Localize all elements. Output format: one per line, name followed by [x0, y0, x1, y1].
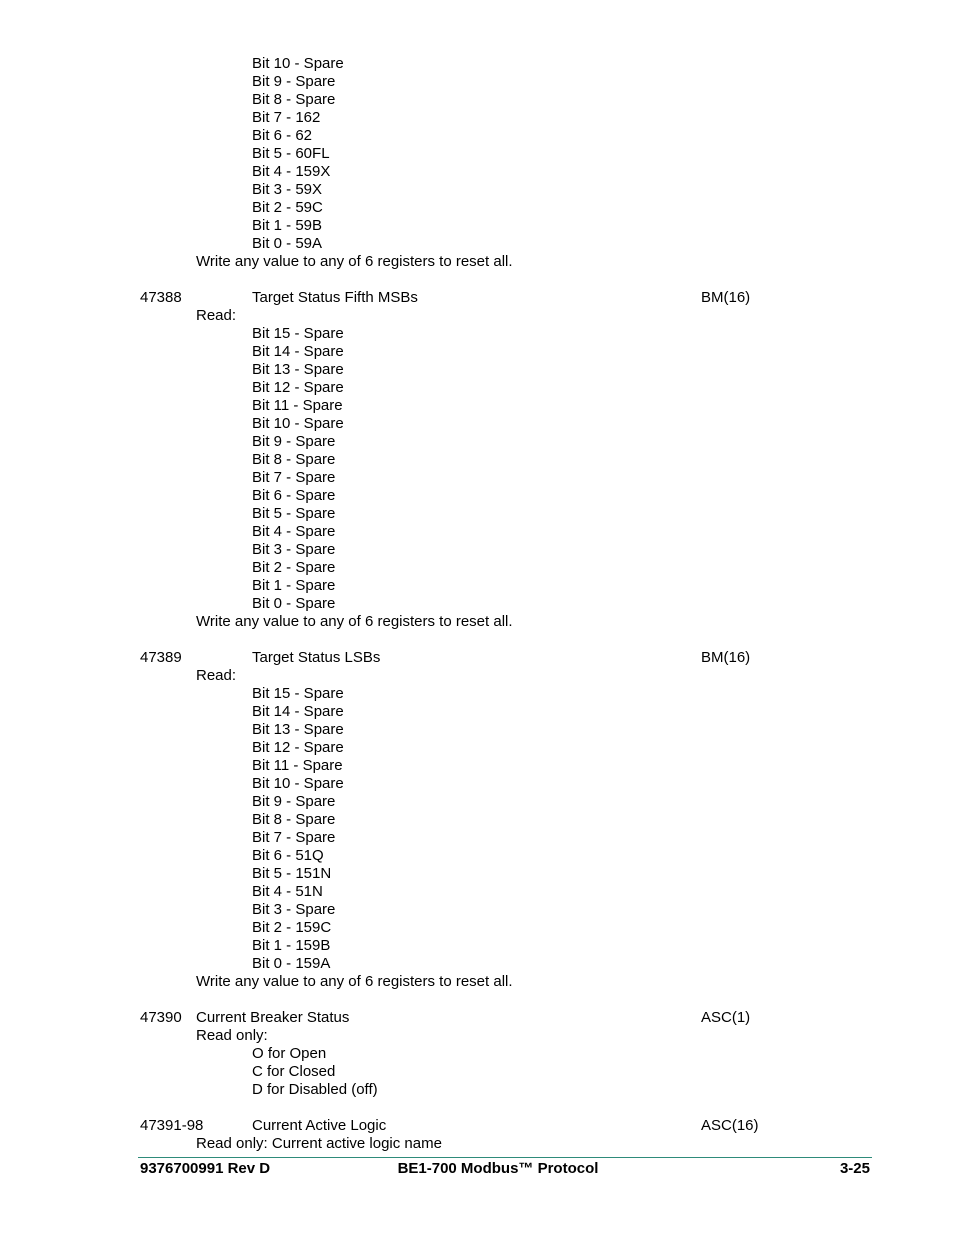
- bit-item: Bit 1 - Spare: [252, 577, 336, 594]
- bit-item: Bit 2 - 159C: [252, 919, 332, 936]
- bit-item: Bit 3 - Spare: [252, 901, 336, 918]
- register-type: BM(16): [701, 289, 751, 306]
- register-47391-98: [0, 1117, 954, 1153]
- bit-item: Bit 4 - Spare: [252, 523, 336, 540]
- register-description: Current Breaker Status: [196, 1009, 350, 1026]
- register-description: Target Status Fifth MSBs: [252, 289, 418, 306]
- access-label: Read only:: [196, 1027, 268, 1044]
- bit-item: Bit 13 - Spare: [252, 721, 344, 738]
- bit-item: Bit 0 - 59A: [252, 235, 323, 252]
- bit-item: Bit 12 - Spare: [252, 739, 344, 756]
- bit-item: Bit 1 - 159B: [252, 937, 331, 954]
- reset-note: Write any value to any of 6 registers to reset all.: [196, 253, 513, 270]
- reset-note: Write any value to any of 6 registers to reset all.: [196, 613, 513, 630]
- access-label: Read only: Current active logic name: [196, 1135, 442, 1152]
- bit-item: Bit 2 - 59C: [252, 199, 323, 216]
- register-listing: [0, 55, 954, 1153]
- register-number: 47388: [140, 289, 182, 306]
- bit-item: Bit 10 - Spare: [252, 55, 344, 72]
- option-item: D for Disabled (off): [252, 1081, 378, 1098]
- bit-item: Bit 11 - Spare: [252, 397, 343, 414]
- bit-item: Bit 7 - Spare: [252, 469, 336, 486]
- bit-item: Bit 5 - Spare: [252, 505, 336, 522]
- footer-divider: [138, 1157, 872, 1158]
- register-number: 47390: [140, 1009, 182, 1026]
- bit-item: Bit 8 - Spare: [252, 91, 336, 108]
- bit-item: Bit 7 - 162: [252, 109, 321, 126]
- bit-item: Bit 8 - Spare: [252, 811, 336, 828]
- bit-item: Bit 0 - 159A: [252, 955, 331, 972]
- access-label: Read:: [196, 667, 237, 684]
- bit-item: Bit 15 - Spare: [252, 685, 344, 702]
- bit-item: Bit 6 - 51Q: [252, 847, 324, 864]
- bit-item: Bit 8 - Spare: [252, 451, 336, 468]
- bit-item: Bit 6 - 62: [252, 127, 313, 144]
- register-number: 47391-98: [140, 1117, 204, 1134]
- bit-item: Bit 9 - Spare: [252, 793, 336, 810]
- access-label: Read:: [196, 307, 237, 324]
- register-number: 47389: [140, 649, 182, 666]
- register-type: BM(16): [701, 649, 751, 666]
- bit-item: Bit 5 - 151N: [252, 865, 332, 882]
- footer-title: BE1-700 Modbus™ Protocol: [397, 1160, 599, 1177]
- bit-item: Bit 12 - Spare: [252, 379, 344, 396]
- register-type: ASC(1): [701, 1009, 751, 1026]
- bit-item: Bit 3 - Spare: [252, 541, 336, 558]
- bit-item: Bit 5 - 60FL: [252, 145, 330, 162]
- bit-item: Bit 14 - Spare: [252, 703, 344, 720]
- bit-item: Bit 11 - Spare: [252, 757, 343, 774]
- bit-item: Bit 13 - Spare: [252, 361, 344, 378]
- bit-item: Bit 4 - 159X: [252, 163, 331, 180]
- footer-page-number: 3-25: [839, 1160, 870, 1177]
- bit-item: Bit 0 - Spare: [252, 595, 336, 612]
- bit-item: Bit 4 - 51N: [252, 883, 323, 900]
- bit-item: Bit 7 - Spare: [252, 829, 336, 846]
- reset-note: Write any value to any of 6 registers to reset all.: [196, 973, 513, 990]
- bit-item: Bit 10 - Spare: [252, 415, 344, 432]
- register-type: ASC(16): [701, 1117, 759, 1134]
- bit-item: Bit 9 - Spare: [252, 73, 336, 90]
- bit-item: Bit 15 - Spare: [252, 325, 344, 342]
- bit-item: Bit 10 - Spare: [252, 775, 344, 792]
- top-bit-list: [0, 55, 954, 271]
- register-47389: [0, 649, 954, 991]
- bit-item: Bit 14 - Spare: [252, 343, 344, 360]
- register-description: Target Status LSBs: [252, 649, 381, 666]
- footer-doc-number: 9376700991 Rev D: [140, 1160, 271, 1177]
- register-47390: [0, 1009, 954, 1099]
- bit-item: Bit 9 - Spare: [252, 433, 336, 450]
- bit-item: Bit 2 - Spare: [252, 559, 336, 576]
- register-description: Current Active Logic: [252, 1117, 387, 1134]
- bit-item: Bit 1 - 59B: [252, 217, 323, 234]
- bit-item: Bit 3 - 59X: [252, 181, 323, 198]
- register-47388: [0, 289, 954, 631]
- option-item: C for Closed: [252, 1063, 336, 1080]
- option-item: O for Open: [252, 1045, 327, 1062]
- bit-item: Bit 6 - Spare: [252, 487, 336, 504]
- page-footer: [138, 1159, 872, 1179]
